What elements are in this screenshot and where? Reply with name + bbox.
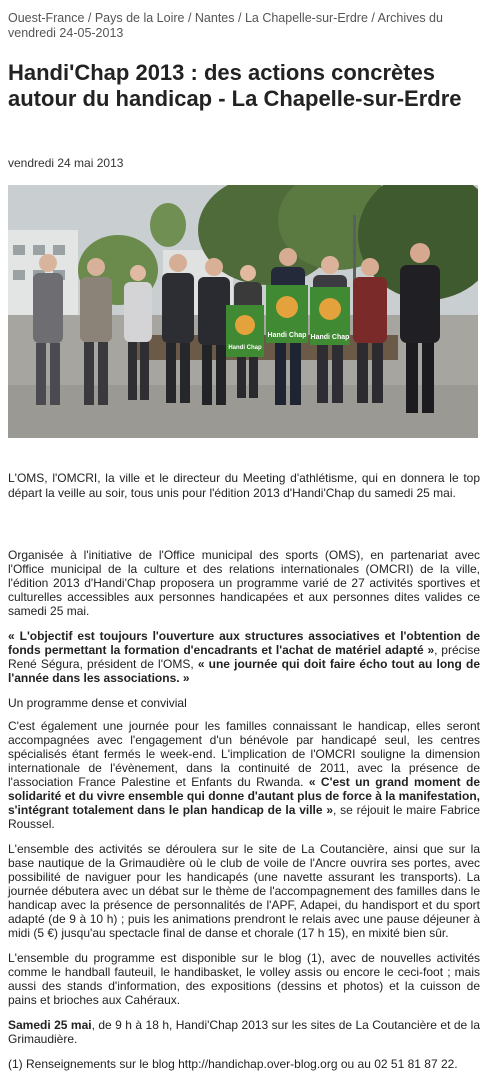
footnote: (1) Renseignements sur le blog http://handichap.over-blog.org ou au 02 51 81 87 22.: [8, 1057, 458, 1071]
paragraph-text: , de 9 h à 18 h, Handi'Chap 2013 sur les sites de La Coutancière et de la Grimaudière.: [8, 1018, 480, 1046]
breadcrumb-item[interactable]: La Chapelle-sur-Erdre: [244, 11, 368, 25]
section-subheading: Un programme dense et convivial: [8, 696, 187, 710]
quote-bold: « C'est un grand moment de solidarité et du vivre ensemble qui donne d'autant plus de force à la manifestation, s'intégrant totalement dans le plan handicap de la ville »: [8, 775, 481, 817]
poster-label: Handi Chap: [267, 332, 307, 339]
breadcrumb-item[interactable]: Pays de la Loire: [94, 11, 185, 25]
paragraph: L'ensemble des activités se déroulera sur le site de La Coutancière, ainsi que sur la base nautique de la Grimaudière où le club de voile de l'Ancre ouvrira ses portes, avec possibilité de naviguer pour les handicapés (une navette assurant les transports). La journée débutera avec un débat sur le thème de l'accompagnement des familles dans le handicap avec la présence de personnalités de l'APF, Adapei, du handisport et du sport adapté (de 9 à 10 h) ; puis les animations prendront le relais avec une pause déjeuner à midi (5 €) jusqu'au spectacle final de danse et chorale (17 h 15), en mixité bien sûr.: [8, 842, 480, 940]
breadcrumb-item[interactable]: Nantes: [194, 11, 235, 25]
schedule-bold: Samedi 25 mai: [8, 1018, 92, 1032]
group-photo-illustration: [8, 185, 478, 438]
breadcrumb-item-current: Archives du vendredi 24-05-2013: [8, 11, 443, 40]
paragraph-text: C'est également une journée pour les familles connaissant le handicap, elles seront accompagnées avec l'engagement d'un bénévole par handicapé seul, les centres spécialisés étant fermés le week-end. L'implication de l'OMCRI souligne la dimension internationale de l'évènement, dans la continuité de 2011, avec la présence de l'association France Palestine et Enfants du Rwanda.: [8, 719, 480, 789]
paragraph-quote: [8, 629, 480, 685]
article-body: [8, 548, 480, 1082]
poster-label: Handi Chap: [310, 334, 350, 341]
breadcrumb: [8, 11, 480, 41]
quote-bold: « une journée qui doit faire écho tout au long de l'année dans les associations. »: [8, 657, 480, 685]
breadcrumb-item[interactable]: Ouest-France: [8, 11, 85, 25]
breadcrumb-separator: /: [184, 11, 195, 25]
paragraph: L'ensemble du programme est disponible sur le blog (1), avec de nouvelles activités comme le handball fauteuil, le handibasket, le volley assis ou encore le ceci-foot ; mais aussi des stands d'information, des expositions (dessins et photos) et la cuisson de pains et brioches aux Cahéraux.: [8, 951, 480, 1007]
breadcrumb-separator: /: [367, 11, 378, 25]
breadcrumb-separator: /: [84, 11, 95, 25]
photo-caption: L'OMS, l'OMCRI, la ville et le directeur du Meeting d'athlétisme, qui en donnera le top départ la veille au soir, tous unis pour l'édition 2013 d'Handi'Chap du samedi 25 mai.: [8, 471, 480, 500]
paragraph-schedule: [8, 1018, 480, 1046]
quote-bold: « L'objectif est toujours l'ouverture aux structures associatives et l'obtention de fonds permettant la formation d'encadrants et l'achat de matériel adapté »: [8, 629, 480, 657]
paragraph-text: , précise René Ségura, président de l'OMS,: [8, 643, 480, 671]
article-photo: [8, 185, 478, 438]
page-title: Handi'Chap 2013 : des actions concrètes autour du handicap - La Chapelle-sur-Erdre: [8, 60, 462, 111]
article-date: vendredi 24 mai 2013: [8, 156, 124, 170]
paragraph-text: , se réjouit le maire Fabrice Roussel.: [8, 803, 480, 831]
paragraph: Organisée à l'initiative de l'Office municipal des sports (OMS), en partenariat avec l'Office municipal de la culture et des relations internationales (OMCRI) de la ville, l'édition 2013 d'Handi'Chap proposera un programme varié de 27 activités sportives et culturelles accessibles aux personnes handicapées et aux personnes dites valides ce samedi 25 mai.: [8, 548, 480, 618]
breadcrumb-separator: /: [234, 11, 245, 25]
poster-label: Handi Chap: [228, 345, 262, 351]
paragraph-quote: [8, 719, 480, 831]
